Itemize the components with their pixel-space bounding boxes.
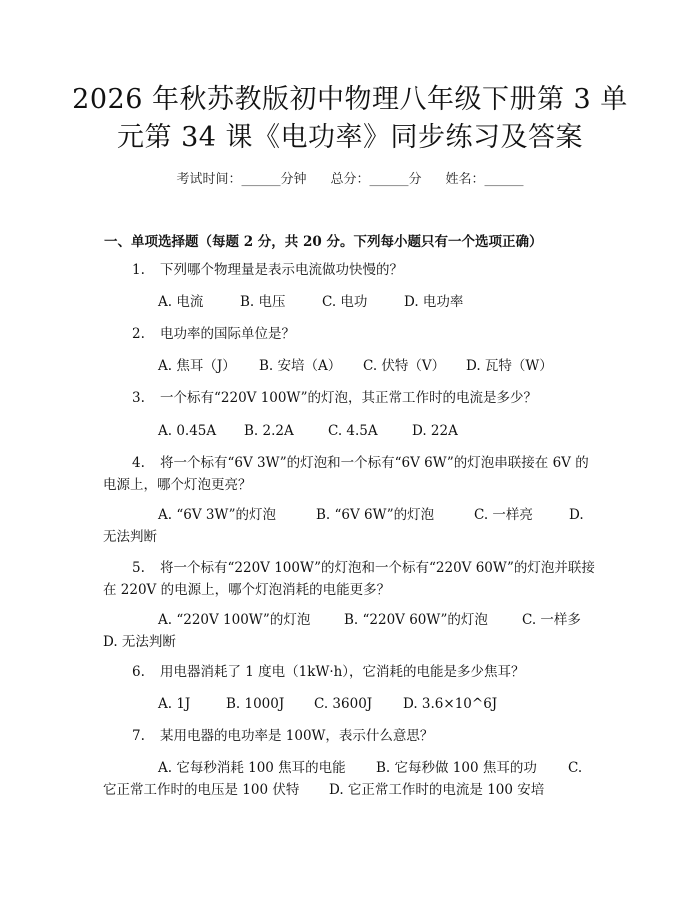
section-heading: 一、单项选择题（每题 2 分，共 20 分。下列每小题只有一个选项正确）: [104, 234, 543, 250]
question-7-option-wrap: [103, 779, 544, 801]
option-c: C. 一样亮: [474, 507, 533, 523]
exam-time-field: 考试时间：______分钟: [176, 172, 307, 187]
option-c: C. 伏特（V）: [363, 358, 446, 374]
question-number: 7.: [132, 728, 145, 744]
question-text: 电功率的国际单位是？: [160, 326, 295, 342]
option-c: C.: [568, 760, 583, 776]
question-5-text-continued: 在 220V 的电源上，哪个灯泡消耗的电能更多？: [103, 582, 391, 598]
question-5: [132, 557, 595, 579]
question-6: [132, 661, 525, 683]
question-number: 4.: [132, 455, 145, 471]
option-b: B. 它每秒做 100 焦耳的功: [376, 760, 537, 776]
option-a: A. 1J: [158, 696, 191, 712]
question-1-options: [158, 291, 463, 313]
question-3-options: [158, 420, 458, 442]
option-d: D. 瓦特（W）: [466, 358, 553, 374]
question-7-options: [158, 757, 582, 779]
option-b: B. 2.2A: [244, 423, 294, 439]
question-number: 1.: [132, 262, 145, 278]
exam-meta: [0, 168, 700, 187]
question-2-options: [158, 355, 553, 377]
document-title-line2: 元第 34 课《电功率》同步练习及答案: [116, 122, 584, 153]
option-d: D. 22A: [412, 423, 458, 439]
student-name-field: 姓名：______: [445, 172, 524, 187]
option-a: A. “220V 100W”的灯泡: [158, 612, 311, 628]
option-c: C. 4.5A: [328, 423, 378, 439]
option-b: B. “220V 60W”的灯泡: [344, 612, 488, 628]
option-b: B. 1000J: [226, 696, 285, 712]
option-b: B. 安培（A）: [259, 358, 342, 374]
question-1: [132, 259, 403, 281]
option-a: A. 电流: [158, 294, 204, 310]
option-b: B. “6V 6W”的灯泡: [316, 507, 435, 523]
question-5-options: [158, 609, 581, 631]
question-text: 用电器消耗了 1 度电（1kW·h），它消耗的电能是多少焦耳？: [160, 664, 525, 680]
option-a: A. 它每秒消耗 100 焦耳的电能: [158, 760, 346, 776]
question-number: 6.: [132, 664, 145, 680]
question-text: 一个标有“220V 100W”的灯泡，其正常工作时的电流是多少？: [160, 390, 538, 406]
question-text: 某用电器的电功率是 100W，表示什么意思？: [160, 728, 434, 744]
total-score-field: 总分：______分: [330, 172, 422, 187]
question-4-options: [158, 504, 584, 526]
question-3: [132, 387, 537, 409]
question-text: 将一个标有“220V 100W”的灯泡和一个标有“220V 60W”的灯泡并联接: [160, 560, 595, 576]
option-c: C. 一样多: [522, 612, 581, 628]
question-2: [132, 323, 295, 345]
question-6-options: [158, 693, 497, 715]
question-number: 2.: [132, 326, 145, 342]
option-d: D. 3.6×10^6J: [403, 696, 498, 712]
option-d: D.: [569, 507, 584, 523]
question-7: [132, 725, 433, 747]
option-b: B. 电压: [240, 294, 286, 310]
question-4-option-d-continued: 无法判断: [103, 529, 157, 545]
question-4-text-continued: 电源上，哪个灯泡更亮？: [103, 477, 252, 493]
option-a: A. 焦耳（J）: [158, 358, 236, 374]
option-a: A. 0.45A: [158, 423, 217, 439]
question-number: 3.: [132, 390, 145, 406]
option-a: A. “6V 3W”的灯泡: [158, 507, 276, 523]
document-title-line1: 2026 年秋苏教版初中物理八年级下册第 3 单: [72, 84, 628, 115]
question-number: 5.: [132, 560, 145, 576]
option-c-continued: 它正常工作时的电压是 100 伏特: [103, 782, 300, 798]
option-c: C. 3600J: [314, 696, 373, 712]
question-4: [132, 452, 589, 474]
question-text: 将一个标有“6V 3W”的灯泡和一个标有“6V 6W”的灯泡串联接在 6V 的: [160, 455, 589, 471]
option-d: D. 它正常工作时的电流是 100 安培: [329, 782, 545, 798]
option-c: C. 电功: [322, 294, 368, 310]
option-d: D. 电功率: [404, 294, 464, 310]
question-text: 下列哪个物理量是表示电流做功快慢的？: [160, 262, 403, 278]
question-5-option-d: D. 无法判断: [103, 634, 176, 650]
